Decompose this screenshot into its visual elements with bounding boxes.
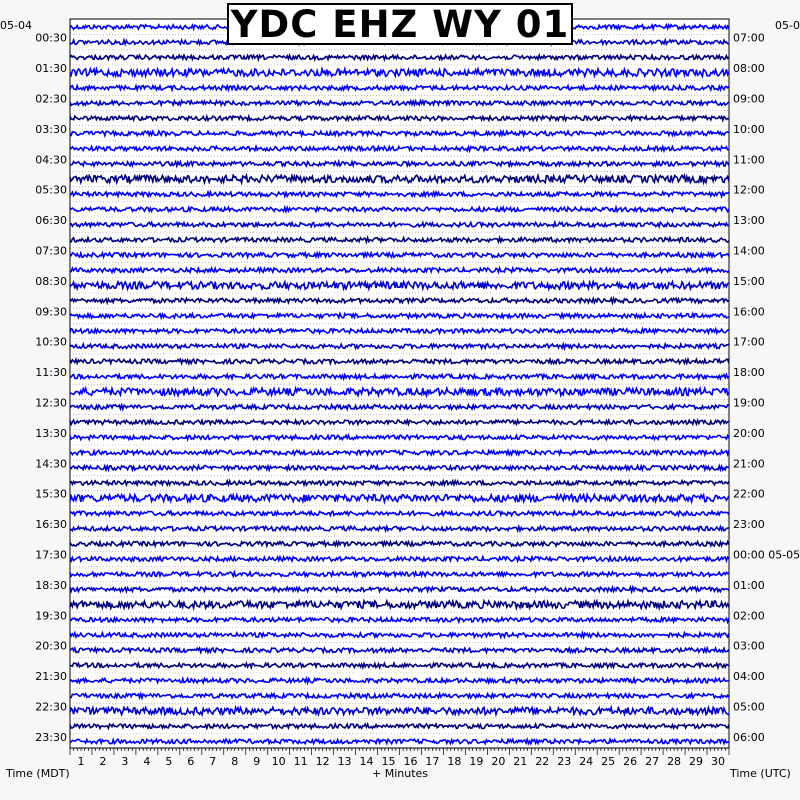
right-time-label: 02:00 <box>733 609 765 623</box>
left-time-label: 20:30 <box>35 639 67 653</box>
x-tick-label: 8 <box>231 755 239 768</box>
x-label-left: Time (MDT) <box>6 767 70 780</box>
chart-title: YDC EHZ WY 01 <box>227 3 573 45</box>
x-tick-label: 11 <box>293 755 308 768</box>
right-date-label: 05-0 <box>775 19 800 32</box>
x-tick-label: 23 <box>557 755 572 768</box>
left-time-label: 13:30 <box>35 426 67 440</box>
left-time-label: 05:30 <box>35 183 67 197</box>
right-time-label: 06:00 <box>733 730 765 744</box>
x-tick-label: 1 <box>77 755 85 768</box>
right-time-label: 23:00 <box>733 518 765 532</box>
x-label-center: + Minutes <box>371 767 429 780</box>
right-time-label: 05:00 <box>733 700 765 714</box>
left-time-label: 06:30 <box>35 214 67 228</box>
right-time-label: 18:00 <box>733 366 765 380</box>
x-tick-label: 4 <box>143 755 151 768</box>
left-time-label: 22:30 <box>35 700 67 714</box>
left-time-label: 03:30 <box>35 122 67 136</box>
x-tick-label: 14 <box>359 755 374 768</box>
left-date-label: 05-04 <box>0 19 32 32</box>
left-time-label: 09:30 <box>35 305 67 319</box>
minute-ticks <box>70 748 729 768</box>
x-tick-label: 19 <box>469 755 484 768</box>
left-time-label: 21:30 <box>35 670 67 684</box>
right-time-label: 01:00 <box>733 578 765 592</box>
right-time-label: 15:00 <box>733 274 765 288</box>
x-tick-label: 26 <box>623 755 638 768</box>
left-time-label: 19:30 <box>35 609 67 623</box>
right-time-label: 09:00 <box>733 92 765 106</box>
x-tick-label: 27 <box>645 755 660 768</box>
right-time-label: 13:00 <box>733 214 765 228</box>
right-time-labels <box>733 32 800 744</box>
x-tick-label: 9 <box>253 755 261 768</box>
right-time-label: 00:00 05-05 <box>733 548 800 562</box>
right-time-label: 20:00 <box>733 426 765 440</box>
left-time-label: 10:30 <box>35 335 67 349</box>
left-time-label: 08:30 <box>35 274 67 288</box>
x-tick-label: 18 <box>447 755 462 768</box>
left-time-label: 15:30 <box>35 487 67 501</box>
left-time-label: 17:30 <box>35 548 67 562</box>
x-tick-label: 30 <box>711 755 725 768</box>
x-tick-label: 13 <box>337 755 352 768</box>
left-time-label: 07:30 <box>35 244 67 258</box>
right-time-label: 14:00 <box>733 244 765 258</box>
x-tick-label: 24 <box>579 755 594 768</box>
right-time-label: 08:00 <box>733 62 765 76</box>
left-time-label: 01:30 <box>35 62 67 76</box>
x-tick-label: 20 <box>491 755 506 768</box>
left-time-label: 12:30 <box>35 396 67 410</box>
left-time-label: 04:30 <box>35 153 67 167</box>
left-time-label: 02:30 <box>35 92 67 106</box>
right-time-label: 21:00 <box>733 457 765 471</box>
x-tick-label: 15 <box>381 755 396 768</box>
left-time-label: 00:30 <box>35 31 67 45</box>
x-tick-label: 6 <box>187 755 195 768</box>
x-label-right: Time (UTC) <box>730 767 791 780</box>
x-tick-label: 16 <box>403 755 418 768</box>
right-time-label: 17:00 <box>733 335 765 349</box>
left-time-label: 16:30 <box>35 518 67 532</box>
x-tick-label: 3 <box>121 755 129 768</box>
x-tick-label: 17 <box>425 755 440 768</box>
right-time-label: 10:00 <box>733 122 765 136</box>
right-time-label: 03:00 <box>733 639 765 653</box>
x-tick-label: 12 <box>315 755 330 768</box>
x-tick-label: 29 <box>689 755 704 768</box>
left-time-label: 14:30 <box>35 457 67 471</box>
right-time-label: 19:00 <box>733 396 765 410</box>
right-time-label: 04:00 <box>733 670 765 684</box>
x-tick-label: 10 <box>271 755 286 768</box>
x-tick-label: 21 <box>513 755 528 768</box>
left-time-label: 23:30 <box>35 730 67 744</box>
right-time-label: 22:00 <box>733 487 765 501</box>
plot-area <box>70 19 729 748</box>
x-tick-label: 28 <box>667 755 682 768</box>
x-tick-label: 22 <box>535 755 550 768</box>
x-tick-label: 25 <box>601 755 616 768</box>
x-tick-label: 2 <box>99 755 107 768</box>
left-time-label: 11:30 <box>35 366 67 380</box>
right-time-label: 11:00 <box>733 153 765 167</box>
x-tick-label: 5 <box>165 755 173 768</box>
right-time-label: 07:00 <box>733 31 765 45</box>
x-tick-label: 7 <box>209 755 217 768</box>
right-time-label: 16:00 <box>733 305 765 319</box>
left-time-label: 18:30 <box>35 578 67 592</box>
left-time-labels <box>35 32 67 744</box>
right-time-label: 12:00 <box>733 183 765 197</box>
